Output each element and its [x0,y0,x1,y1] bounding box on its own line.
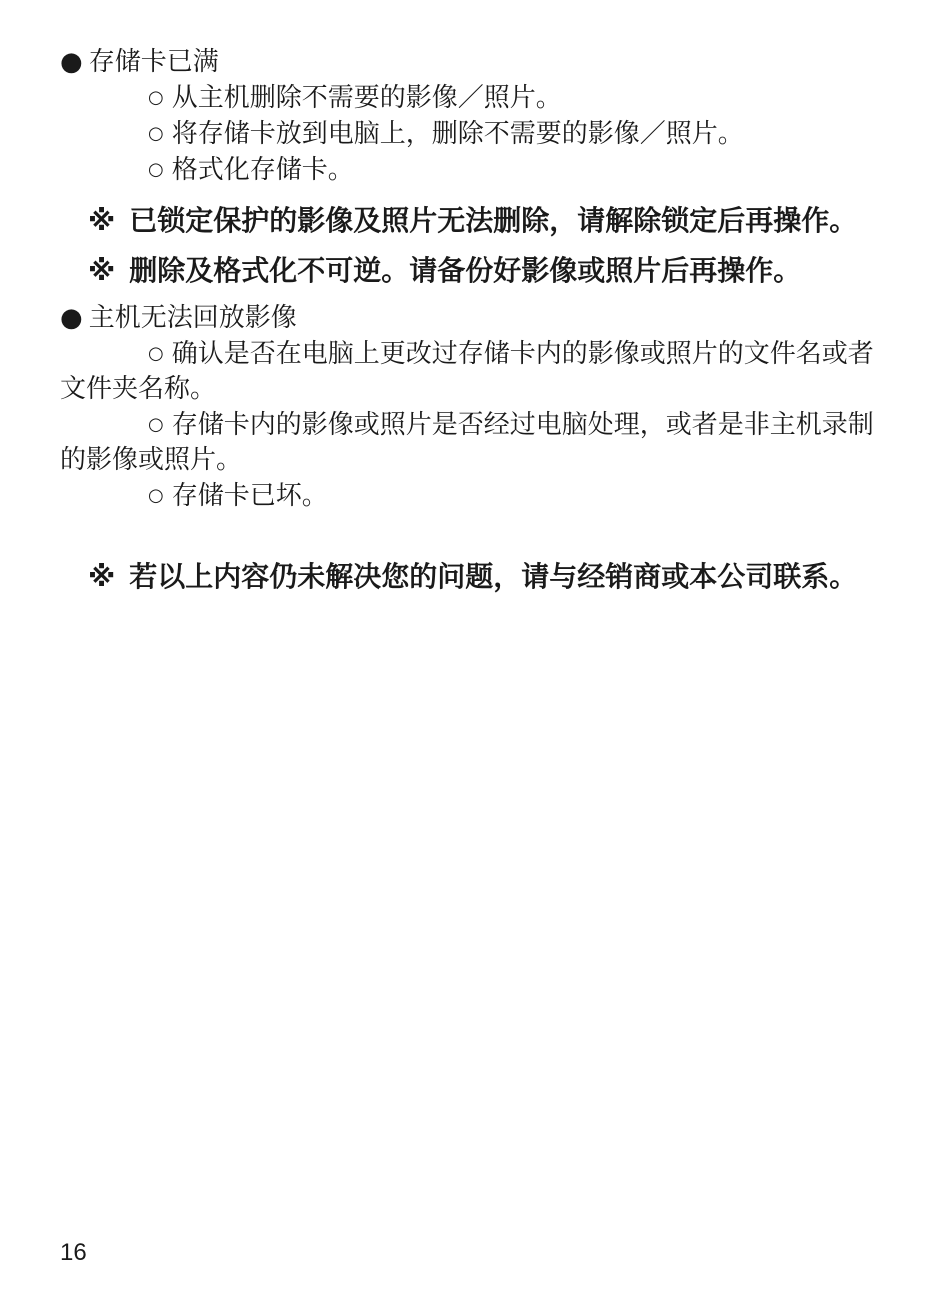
section-playback-title [60,300,890,336]
list-item: ○ 将存储卡放到电脑上，删除不需要的影像／照片。 [60,116,890,152]
circle-bullet-icon: ○ [148,485,164,506]
list-item: ○ 确认是否在电脑上更改过存储卡内的影像或照片的文件名或者文件夹名称。 [60,336,890,407]
list-item: ○ 存储卡内的影像或照片是否经过电脑处理，或者是非主机录制的影像或照片。 [60,407,890,478]
section-title: 主机无法回放影像 [88,303,297,333]
circle-bullet-icon: ○ [148,159,164,180]
list-item: ○ 从主机删除不需要的影像／照片。 [60,80,890,116]
reference-mark-icon: ※ [88,254,116,287]
page-content [60,44,890,596]
circle-bullet-icon: ○ [148,87,164,108]
circle-bullet-icon: ○ [148,123,164,144]
page-number: 16 [60,1239,87,1266]
list-item: ○ 格式化存储卡。 [60,152,890,188]
reference-mark-icon: ※ [88,560,116,593]
bullet-icon: ● [60,303,83,333]
section-title: 存储卡已满 [88,47,219,77]
note-locked-files: ※ 已锁定保护的影像及照片无法删除，请解除锁定后再操作。 [60,202,890,240]
note-contact-dealer: ※ 若以上内容仍未解决您的问题，请与经销商或本公司联系。 [60,558,890,596]
circle-bullet-icon: ○ [148,414,164,435]
section-card-full-title [60,44,890,80]
reference-mark-icon: ※ [88,204,116,237]
note-irreversible: ※ 删除及格式化不可逆。请备份好影像或照片后再操作。 [60,252,890,290]
bullet-icon: ● [60,47,83,77]
circle-bullet-icon: ○ [148,343,164,364]
list-item: ○ 存储卡已坏。 [60,478,890,514]
